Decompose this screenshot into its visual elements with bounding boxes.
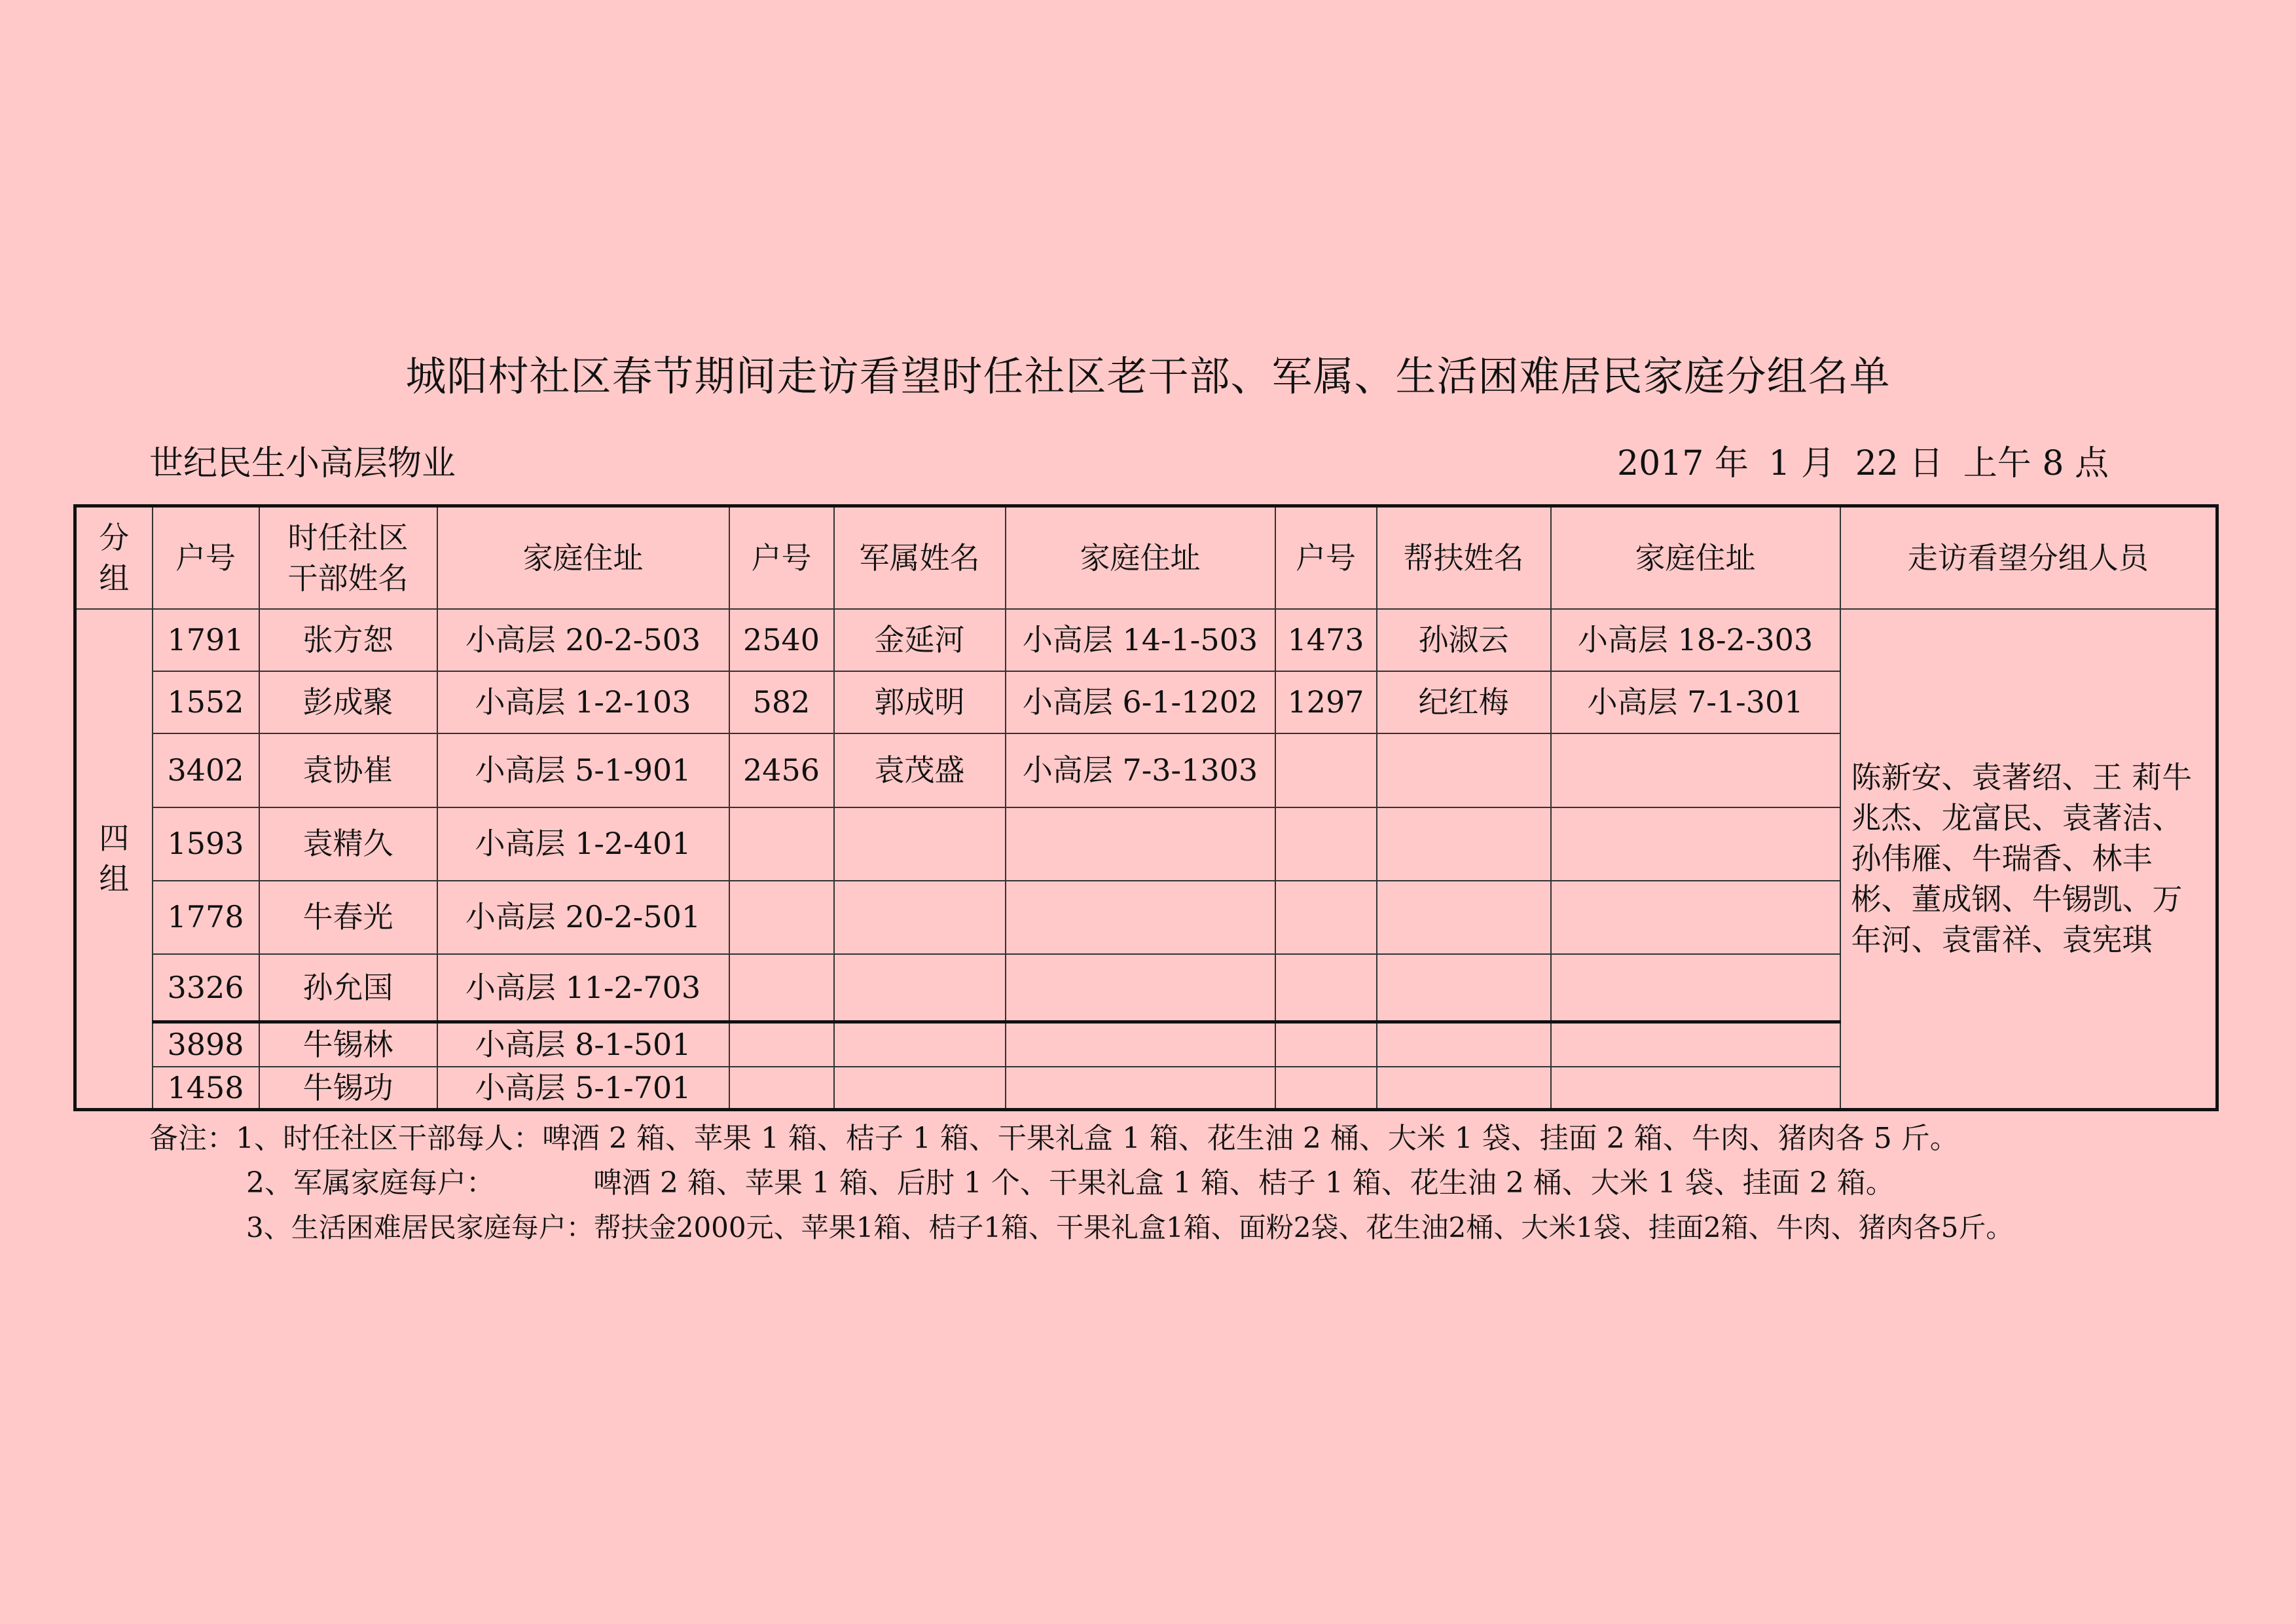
table-row — [75, 609, 2217, 671]
cadre-household-no: 3898 — [153, 1022, 259, 1067]
cadre-household-no: 3402 — [153, 733, 259, 807]
cadre-address: 小高层 5-1-701 — [437, 1067, 729, 1110]
cadre-name: 张方恕 — [259, 609, 437, 671]
header-cadre-household-no: 户号 — [153, 506, 259, 609]
assist-household-no: 1297 — [1275, 671, 1377, 733]
assist-name — [1377, 1067, 1551, 1110]
cadre-address: 小高层 8-1-501 — [437, 1022, 729, 1067]
military-name: 郭成明 — [834, 671, 1006, 733]
military-name — [834, 1067, 1006, 1110]
cadre-name: 牛锡功 — [259, 1067, 437, 1110]
group-label: 四 组 — [75, 609, 153, 1110]
remark-line-2-label: 2、军属家庭每户： — [246, 1166, 495, 1200]
header-military-address: 家庭住址 — [1006, 506, 1275, 609]
cadre-household-no: 3326 — [153, 954, 259, 1022]
assist-address — [1551, 733, 1840, 807]
cadre-name: 孙允国 — [259, 954, 437, 1022]
assist-name: 纪红梅 — [1377, 671, 1551, 733]
assist-household-no — [1275, 881, 1377, 954]
cadre-household-no: 1458 — [153, 1067, 259, 1110]
date-time — [1617, 435, 2118, 485]
page-title: 城阳村社区春节期间走访看望时任社区老干部、军属、生活困难居民家庭分组名单 — [405, 352, 1891, 400]
visit-roster-table — [73, 504, 2219, 1111]
military-household-no: 2456 — [729, 733, 834, 807]
cadre-household-no: 1791 — [153, 609, 259, 671]
military-address — [1006, 954, 1275, 1022]
military-household-no — [729, 1067, 834, 1110]
assist-name — [1377, 1022, 1551, 1067]
assist-name — [1377, 954, 1551, 1022]
assist-household-no — [1275, 807, 1377, 881]
assist-name: 孙淑云 — [1377, 609, 1551, 671]
header-assist-household-no: 户号 — [1275, 506, 1377, 609]
military-household-no: 2540 — [729, 609, 834, 671]
assist-address — [1551, 1067, 1840, 1110]
military-address — [1006, 1022, 1275, 1067]
cadre-name: 牛春光 — [259, 881, 437, 954]
visit-team-members: 陈新安、袁著绍、王 莉牛兆杰、龙富民、袁著洁、孙伟雁、牛瑞香、林丰彬、董成钢、牛锡凯、万年河、袁雷祥、袁宪琪 — [1840, 609, 2217, 1110]
cadre-address: 小高层 11-2-703 — [437, 954, 729, 1022]
header-military-household-no: 户号 — [729, 506, 834, 609]
military-address — [1006, 881, 1275, 954]
assist-name — [1377, 733, 1551, 807]
cadre-household-no: 1593 — [153, 807, 259, 881]
cadre-name: 牛锡林 — [259, 1022, 437, 1067]
military-name — [834, 954, 1006, 1022]
cadre-address: 小高层 1-2-103 — [437, 671, 729, 733]
assist-address: 小高层 7-1-301 — [1551, 671, 1840, 733]
military-name: 袁茂盛 — [834, 733, 1006, 807]
cadre-name: 彭成聚 — [259, 671, 437, 733]
assist-household-no: 1473 — [1275, 609, 1377, 671]
cadre-address: 小高层 20-2-503 — [437, 609, 729, 671]
remarks — [149, 1116, 2013, 1250]
military-name: 金延河 — [834, 609, 1006, 671]
header-group: 分 组 — [75, 506, 153, 609]
table-header-row — [75, 506, 2217, 609]
military-household-no: 582 — [729, 671, 834, 733]
military-address: 小高层 7-3-1303 — [1006, 733, 1275, 807]
assist-name — [1377, 807, 1551, 881]
military-household-no — [729, 954, 834, 1022]
military-household-no — [729, 1022, 834, 1067]
remark-line-2 — [149, 1161, 2013, 1206]
remark-line-1: 备注：1、时任社区干部每人：啤酒 2 箱、苹果 1 箱、桔子 1 箱、干果礼盒 1 箱、花生油 2 桶、大米 1 袋、挂面 2 箱、牛肉、猪肉各 5 斤。 — [149, 1122, 1959, 1155]
military-address: 小高层 14-1-503 — [1006, 609, 1275, 671]
header-assist-name: 帮扶姓名 — [1377, 506, 1551, 609]
cadre-household-no: 1552 — [153, 671, 259, 733]
cadre-address: 小高层 5-1-901 — [437, 733, 729, 807]
military-address — [1006, 807, 1275, 881]
military-household-no — [729, 881, 834, 954]
header-cadre-address: 家庭住址 — [437, 506, 729, 609]
remark-line-3: 3、生活困难居民家庭每户：帮扶金2000元、苹果1箱、桔子1箱、干果礼盒1箱、面粉2袋、花生油2桶、大米1袋、挂面2箱、牛肉、猪肉各5斤。 — [246, 1211, 2014, 1244]
assist-name — [1377, 881, 1551, 954]
header-cadre-name: 时任社区 干部姓名 — [259, 506, 437, 609]
assist-address — [1551, 881, 1840, 954]
military-name — [834, 1022, 1006, 1067]
military-address — [1006, 1067, 1275, 1110]
date-month: 1 月 — [1768, 444, 1836, 483]
assist-address — [1551, 954, 1840, 1022]
header-visit-team: 走访看望分组人员 — [1840, 506, 2217, 609]
assist-household-no — [1275, 954, 1377, 1022]
military-name — [834, 881, 1006, 954]
assist-address: 小高层 18-2-303 — [1551, 609, 1840, 671]
property-name: 世纪民生小高层物业 — [149, 444, 456, 483]
header-military-name: 军属姓名 — [834, 506, 1006, 609]
military-household-no — [729, 807, 834, 881]
cadre-name: 袁协崔 — [259, 733, 437, 807]
cadre-name: 袁精久 — [259, 807, 437, 881]
remark-line-2-items: 啤酒 2 箱、苹果 1 箱、后肘 1 个、干果礼盒 1 箱、桔子 1 箱、花生油 2 桶、大米 1 袋、挂面 2 箱。 — [593, 1166, 1895, 1200]
assist-household-no — [1275, 1067, 1377, 1110]
assist-address — [1551, 1022, 1840, 1067]
military-name — [834, 807, 1006, 881]
cadre-address: 小高层 20-2-501 — [437, 881, 729, 954]
cadre-address: 小高层 1-2-401 — [437, 807, 729, 881]
header-assist-address: 家庭住址 — [1551, 506, 1840, 609]
date-day: 22 日 — [1855, 444, 1944, 483]
assist-address — [1551, 807, 1840, 881]
assist-household-no — [1275, 733, 1377, 807]
cadre-household-no: 1778 — [153, 881, 259, 954]
military-address: 小高层 6-1-1202 — [1006, 671, 1275, 733]
date-time-of-day: 上午 8 点 — [1963, 444, 2109, 483]
assist-household-no — [1275, 1022, 1377, 1067]
date-year: 2017 年 — [1617, 444, 1749, 483]
